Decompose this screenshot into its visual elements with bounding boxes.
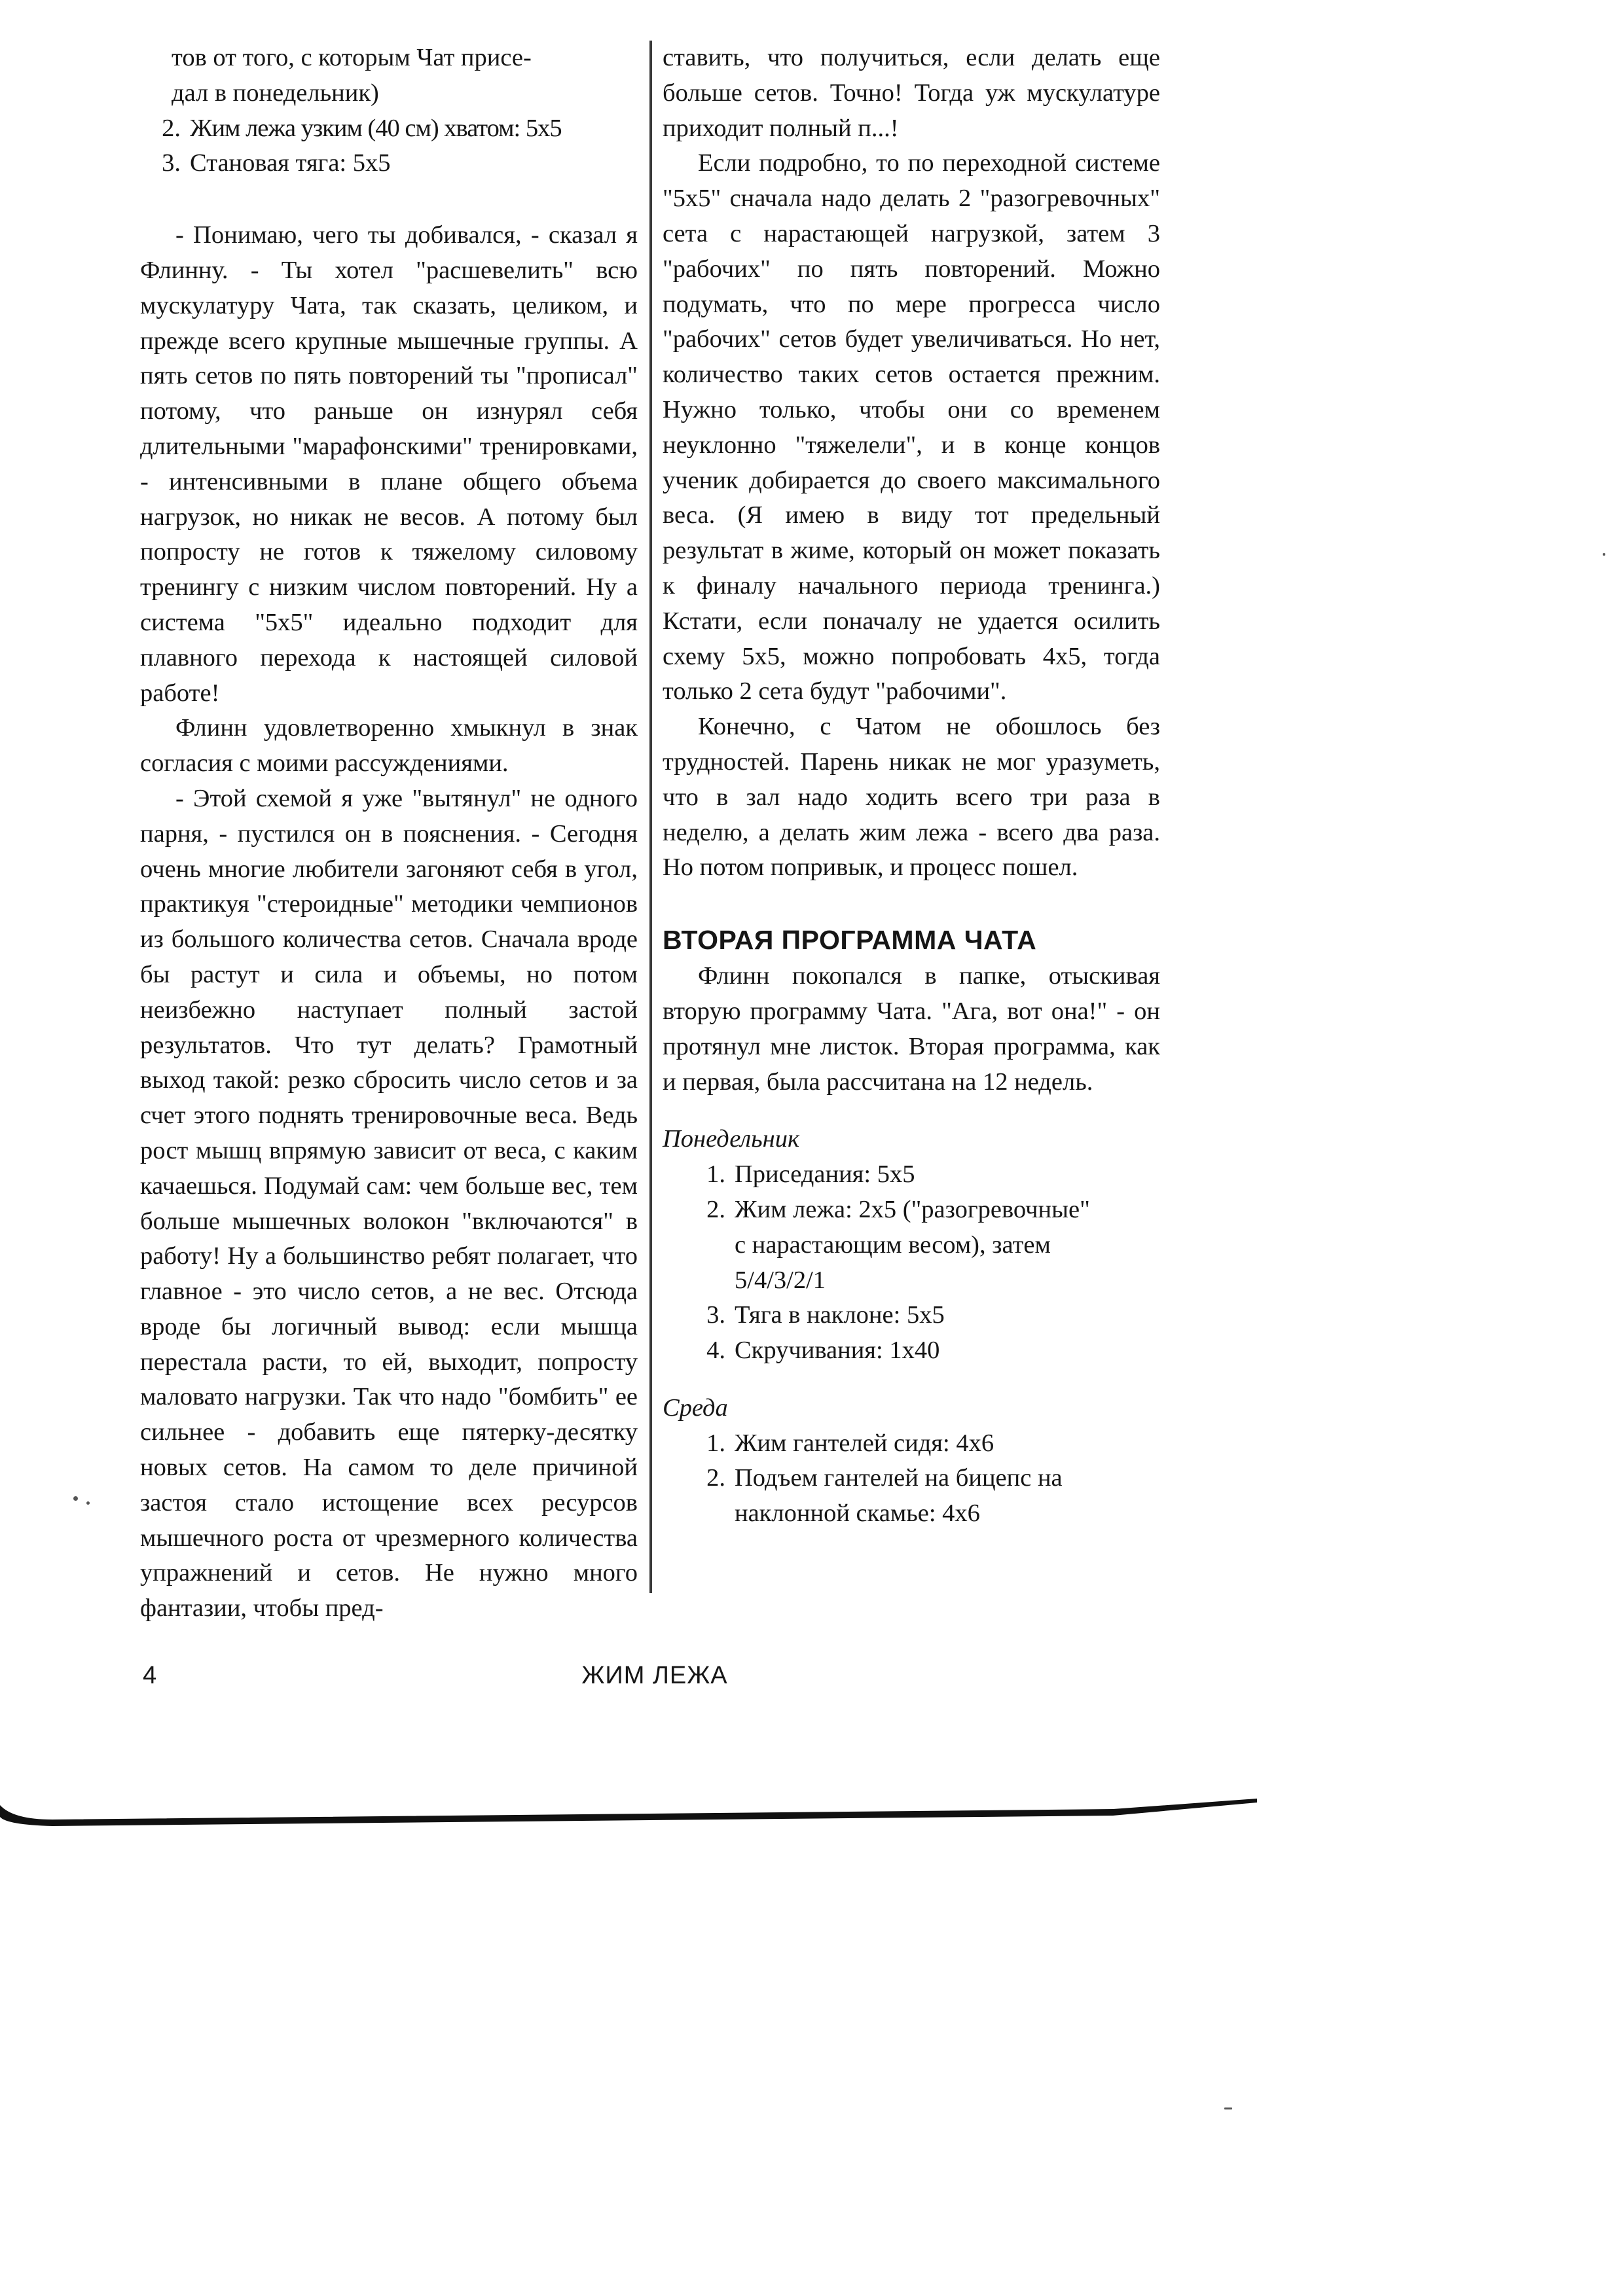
day-heading-wednesday: Среда xyxy=(663,1393,728,1422)
list-item xyxy=(140,41,638,76)
list-item-text: Жим гантелей сидя: 4х6 xyxy=(735,1429,994,1457)
list-item-number: 4. xyxy=(706,1336,725,1365)
list-item xyxy=(691,1461,1160,1532)
running-title: ЖИМ ЛЕЖА xyxy=(581,1662,728,1689)
list-item-number: 2. xyxy=(706,1464,725,1492)
list-item xyxy=(691,1298,1160,1333)
list-item-text: Подъем гантелей на бицепс на наклонной скамье: 4х6 xyxy=(735,1464,1063,1528)
scan-speck xyxy=(1603,553,1605,556)
list-item-text: Становая тяга: 5х5 xyxy=(190,149,391,177)
right-column xyxy=(663,41,1160,1532)
paragraph: Конечно, с Чатом не обошлось без трудностей. Парень никак не мог уразуметь, что в зал надо ходить всего три раза в неделю, а делать жим лежа - всего два раза. Но потом попривык, и процесс пошел. xyxy=(663,713,1160,882)
list-item-number: 3. xyxy=(706,1301,725,1329)
list-item xyxy=(691,1157,1160,1193)
list-item xyxy=(140,146,638,181)
list-item xyxy=(691,1333,1160,1369)
list-item-number: 3. xyxy=(162,149,181,177)
list-item-number: 2. xyxy=(162,114,181,142)
scan-edge-band xyxy=(0,1780,1309,1833)
list-item-number: 1. xyxy=(706,1160,725,1189)
spacer xyxy=(663,1369,1160,1387)
list-item-number: 1. xyxy=(706,1429,725,1457)
list-item-text: дал в понедельник) xyxy=(172,79,379,107)
scan-speck xyxy=(1224,2108,1232,2109)
list-item-text: Тяга в наклоне: 5х5 xyxy=(735,1301,945,1329)
list-item-text: Жим лежа узким (40 см) хватом: 5х5 xyxy=(190,114,562,142)
section-heading: ВТОРАЯ ПРОГРАММА ЧАТА xyxy=(663,925,1037,956)
left-column xyxy=(140,41,638,1626)
scan-speck xyxy=(86,1501,90,1505)
exercise-list-continued xyxy=(140,41,638,181)
list-item-text: тов от того, с которым Чат присе- xyxy=(172,44,532,71)
list-item xyxy=(140,76,638,111)
paragraph: Если подробно, то по переходной системе "5х5" сначала надо делать 2 "разогревочных" сета с нарастающей нагрузкой, затем 3 "рабочих" по пять повторений. Можно подумать, что по мере прогресса число "рабочих" сетов будет увеличиваться. Но нет, количество таких сетов остается прежним. Нужно только, чтобы они со временем неуклонно "тяжелели", и в конце концов ученик добирается до своего максимального веса. (Я имею в виду тот предельный результат в жиме, который он может показать к финалу начального периода тренинга.) Кстати, если поначалу не удается осилить схему 5х5, можно попробовать 4х5, тогда только 2 сета будут "рабочими". xyxy=(663,149,1160,706)
list-item-text: Приседания: 5х5 xyxy=(735,1160,915,1189)
paragraph: Флинн удовлетворенно хмыкнул в знак согласия с моими рассуждениями. xyxy=(140,714,638,778)
paragraph-continuation: ставить, что получиться, если делать еще больше сетов. Точно! Тогда уж мускулатуре приходит полный п...! xyxy=(663,44,1160,142)
exercise-list-wednesday xyxy=(663,1426,1160,1532)
list-item-number: 2. xyxy=(706,1195,725,1223)
day-heading-monday: Понедельник xyxy=(663,1125,800,1153)
list-item-text: Скручивания: 1х40 xyxy=(735,1336,940,1365)
list-item-text: Жим лежа: 2х5 ("разогревочные" с нарастающим весом), затем 5/4/3/2/1 xyxy=(735,1195,1090,1294)
paragraph: - Этой схемой я уже "вытянул" не одного парня, - пустился он в пояснения. - Сегодня очень многие любители загоняют себя в угол, практикуя "стероидные" методики чемпионов из большого количества сетов. Сначала вроде бы растут и сила и объемы, но потом неизбежно наступает полный застой результатов. Что тут делать? Грамотный выход такой: резко сбросить число сетов и за счет этого поднять тренировочные веса. Ведь рост мышц впрямую зависит от веса, с каким качаешься. Подумай сам: чем больше вес, тем больше мышечных волокон "включаются" в работу! Ну а большинство ребят полагает, что главное - это число сетов, а не вес. Отсюда вроде бы логичный вывод: если мышца перестала расти, то ей, выходит, попросту маловато нагрузки. Так что надо "бомбить" ее сильнее - добавить еще пятерку-десятку новых сетов. На самом то деле причиной застоя стало истощение всех ресурсов мышечного роста от чрезмерного количества упражнений и сетов. Не нужно много фантазии, чтобы пред- xyxy=(140,784,638,1623)
list-item xyxy=(691,1193,1160,1298)
list-item xyxy=(140,111,638,147)
page-number: 4 xyxy=(143,1662,157,1689)
spacer xyxy=(140,181,638,218)
column-divider xyxy=(649,41,652,1593)
list-item xyxy=(691,1426,1160,1462)
exercise-list-monday xyxy=(663,1157,1160,1369)
paragraph: Флинн покопался в папке, отыскивая вторую программу Чата. "Ага, вот она!" - он протянул мне листок. Вторая программа, как и первая, была рассчитана на 12 недель. xyxy=(663,962,1160,1096)
spacer xyxy=(663,1100,1160,1118)
scan-speck xyxy=(73,1496,78,1501)
paragraph: - Понимаю, чего ты добивался, - сказал я Флинну. - Ты хотел "расшевелить" всю мускулатуру Чата, так сказать, целиком, и прежде всего крупные мышечные группы. А пять сетов по пять повторений ты "прописал" потому, что раньше он изнурял себя длительными "марафонскими" тренировками, - интенсивными в плане общего объема нагрузок, но никак не весов. А потому был попросту не готов к тяжелому силовому тренингу с низким числом повторений. Ну а система "5х5" идеально подходит для плавного перехода к настоящей силовой работе! xyxy=(140,221,638,707)
